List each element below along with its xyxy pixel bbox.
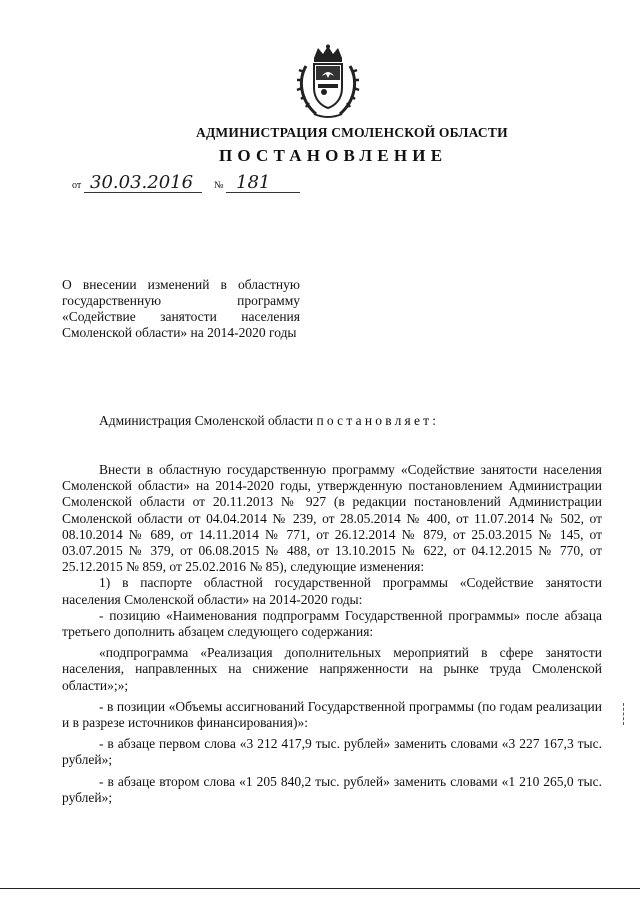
paragraph: - в позиции «Объемы ассигнований Государственной программы (по годам реализации и в разрезе источников финансирования)»:	[62, 698, 602, 731]
document-type: ПОСТАНОВЛЕНИЕ	[219, 146, 448, 165]
paragraph: - в абзаце втором слова «1 205 840,2 тыс. рублей» заменить словами «1 210 265,0 тыс. рублей»;	[62, 773, 602, 805]
paragraph: 1) в паспорте областной государственной программы «Содействие занятости населения Смоленской области» на 2014-2020 годы:	[62, 575, 602, 607]
date-value: 30.03.2016	[90, 172, 194, 193]
decree-verb: постановляет:	[316, 413, 440, 428]
paragraph: «подпрограмма «Реализация дополнительных мероприятий в сфере занятости населения, направленных на снижение напряженности на рынке труда Смоленской области»;»;	[62, 645, 602, 693]
page-bottom-rule	[0, 888, 640, 889]
organization-name: АДМИНИСТРАЦИЯ СМОЛЕНСКОЙ ОБЛАСТИ	[196, 125, 508, 140]
number-value: 181	[236, 172, 271, 193]
date-number-line	[72, 172, 332, 194]
date-underline	[84, 192, 202, 193]
paragraph: - позицию «Наименования подпрограмм Государственной программы» после абзаца третьего дополнить абзацем следующего содержания:	[62, 607, 602, 640]
document-body	[62, 462, 602, 806]
number-label: №	[214, 180, 224, 191]
decree-line	[99, 413, 579, 429]
paragraph: Внести в областную государственную программу «Содействие занятости населения Смоленской области» на 2014-2020 годы, утвержденную постановлением Администрации Смоленской области от 20.11.2013 № 927 (в редакции постановлений Администрации Смоленской области от 04.04.2014 № 239, от 28.05.2014 № 400, от 11.07.2014 № 502, от 08.10.2014 № 689, от 14.11.2014 № 771, от 26.12.2014 № 879, от 25.03.2015 № 145, от 03.07.2015 № 379, от 06.08.2015 № 488, от 13.10.2015 № 622, от 04.12.2015 № 770, от 25.12.2015 № 859, от 25.02.2016 № 85), следующие изменения:	[62, 462, 602, 575]
paragraph: - в абзаце первом слова «3 212 417,9 тыс. рублей» заменить словами «3 227 167,3 тыс. рублей»;	[62, 736, 602, 768]
coat-of-arms-icon	[296, 44, 360, 120]
decree-prefix: Администрация Смоленской области	[99, 413, 314, 428]
date-label: от	[72, 180, 82, 191]
number-underline	[226, 192, 300, 193]
scan-edge-mark	[623, 703, 626, 725]
document-subject: О внесении изменений в областную государственную программу «Содействие занятости населения Смоленской области» на 2014-2020 годы	[62, 277, 300, 340]
